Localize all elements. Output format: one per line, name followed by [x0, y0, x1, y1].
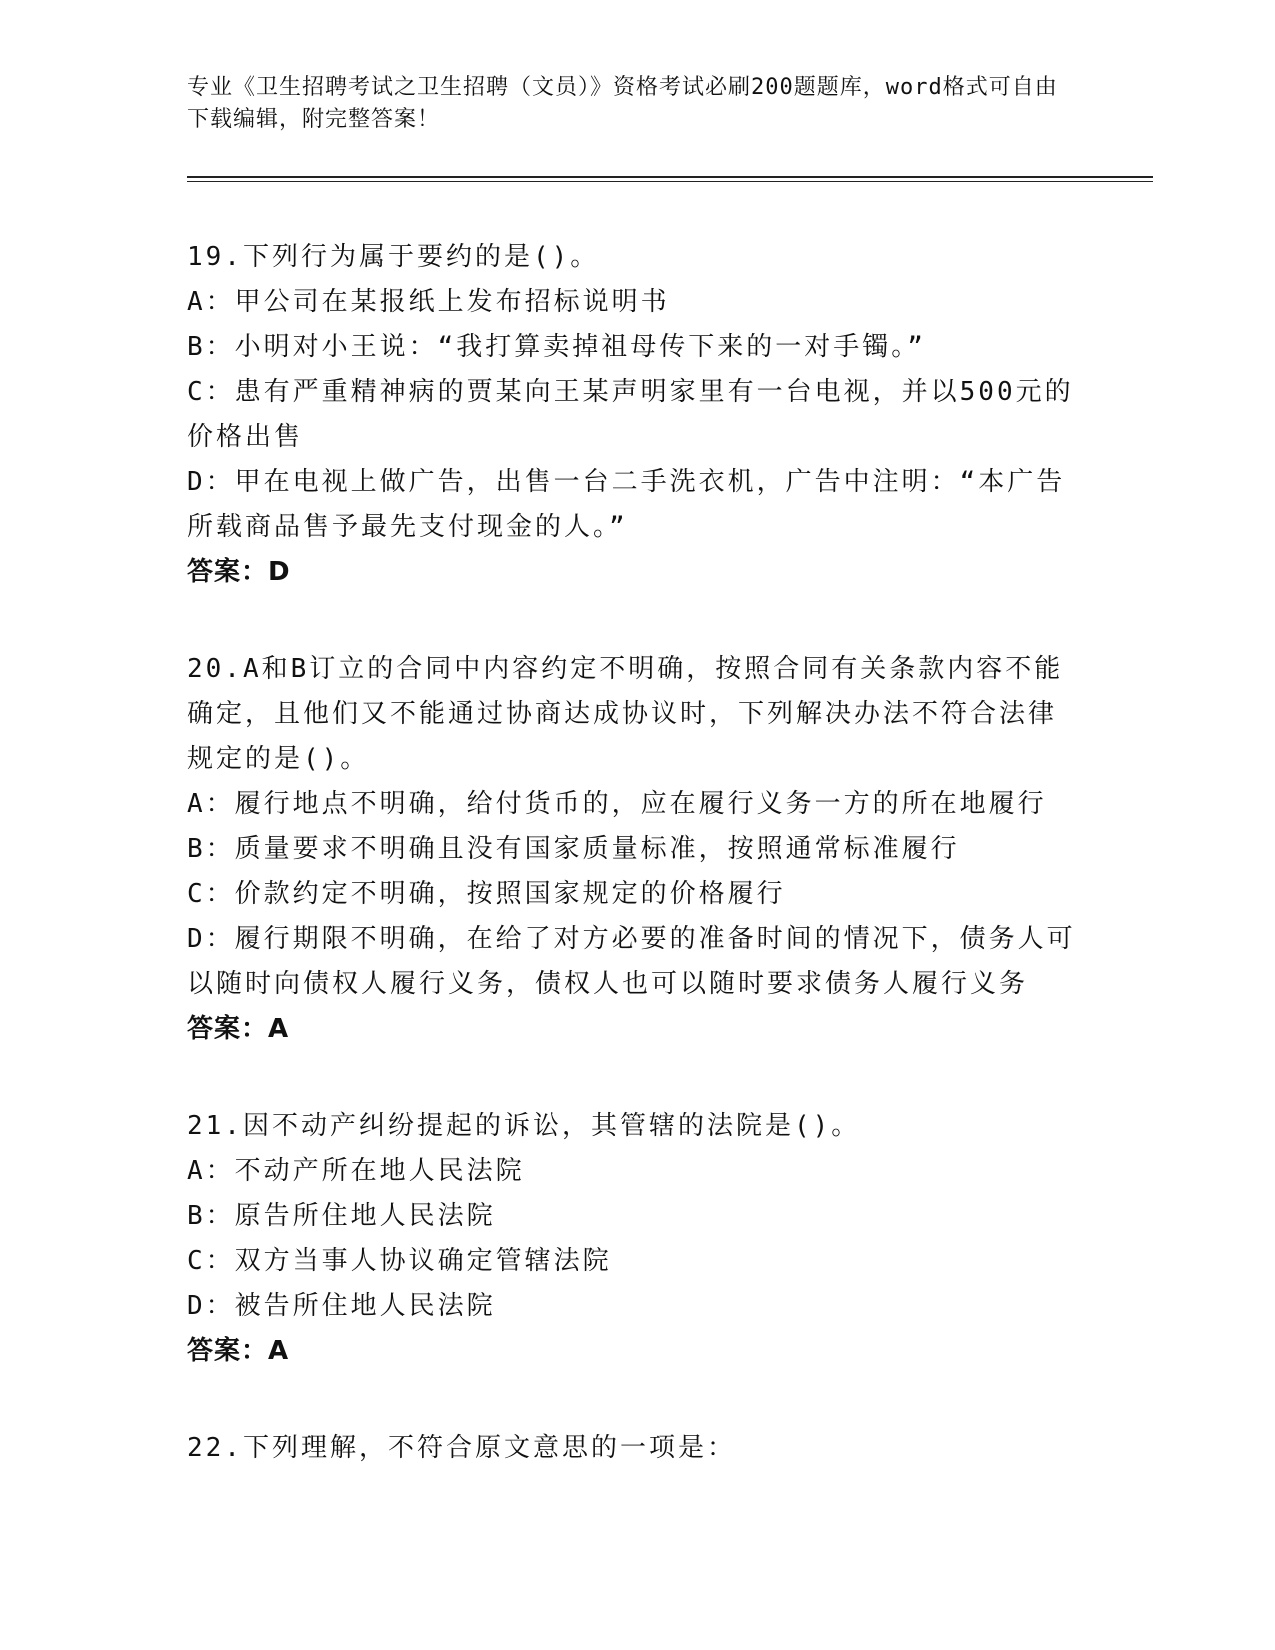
- option-c: C：价款约定不明确，按照国家规定的价格履行: [187, 879, 786, 909]
- document-header: 专业《卫生招聘考试之卫生招聘（文员）》资格考试必刷200题题库，word格式可自由下载编辑，附完整答案！: [187, 75, 1058, 132]
- question-20: [187, 647, 1077, 1052]
- option-c: C：患有严重精神病的贾某向王某声明家里有一台电视，并以500元的价格出售: [187, 377, 1074, 452]
- question-list: [187, 235, 1077, 1523]
- option-c: C：双方当事人协议确定管辖法院: [187, 1246, 612, 1276]
- option-b: B：小明对小王说：“我打算卖掉祖母传下来的一对手镯。”: [187, 332, 926, 362]
- answer-label: 答案：D: [187, 557, 291, 587]
- question-19: [187, 235, 1077, 595]
- option-a: A：甲公司在某报纸上发布招标说明书: [187, 287, 670, 317]
- header-divider: [187, 176, 1153, 182]
- option-a: A：不动产所在地人民法院: [187, 1156, 525, 1186]
- option-d: D：履行期限不明确，在给了对方必要的准备时间的情况下，债务人可以随时向债权人履行义务，债权人也可以随时要求债务人履行义务: [187, 924, 1076, 999]
- question-21: [187, 1104, 1077, 1374]
- question-stem: 19.下列行为属于要约的是()。: [187, 242, 600, 272]
- question-stem: 22.下列理解，不符合原文意思的一项是：: [187, 1433, 736, 1463]
- question-22: [187, 1426, 1077, 1471]
- option-b: B：质量要求不明确且没有国家质量标准，按照通常标准履行: [187, 834, 960, 864]
- option-d: D：甲在电视上做广告，出售一台二手洗衣机，广告中注明：“本广告所载商品售予最先支付现金的人。”: [187, 467, 1066, 542]
- question-stem: 20.A和B订立的合同中内容约定不明确，按照合同有关条款内容不能确定，且他们又不能通过协商达成协议时，下列解决办法不符合法律规定的是()。: [187, 654, 1064, 774]
- option-a: A：履行地点不明确，给付货币的，应在履行义务一方的所在地履行: [187, 789, 1047, 819]
- option-d: D：被告所住地人民法院: [187, 1291, 496, 1321]
- option-b: B：原告所住地人民法院: [187, 1201, 496, 1231]
- answer-label: 答案：A: [187, 1014, 290, 1044]
- question-stem: 21.因不动产纠纷提起的诉讼，其管辖的法院是()。: [187, 1111, 861, 1141]
- answer-label: 答案：A: [187, 1336, 290, 1366]
